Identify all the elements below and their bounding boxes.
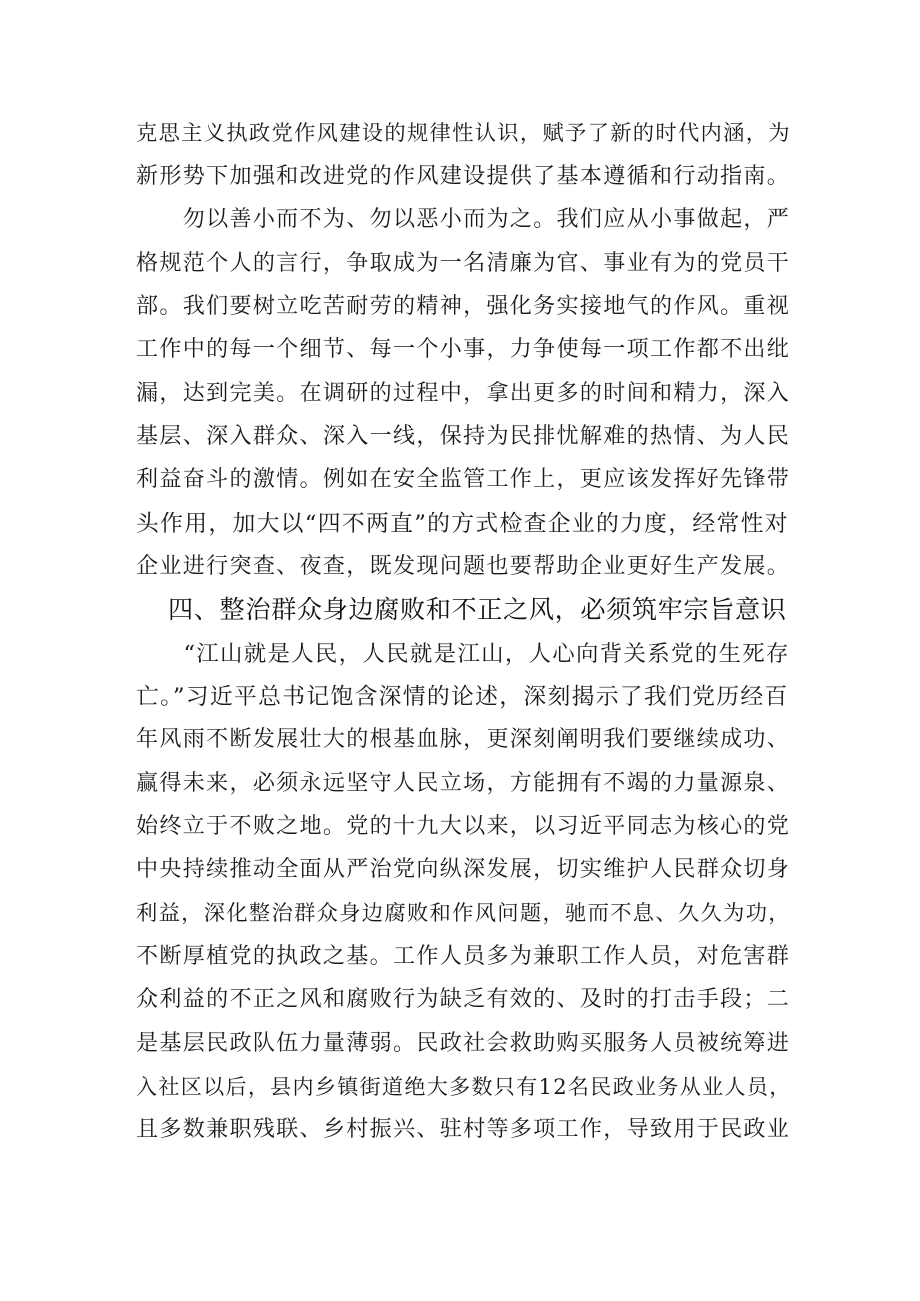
- paragraph-line: 是基层民政队伍力量薄弱。民政社会救助购买服务人员被统筹进: [136, 1031, 791, 1056]
- paragraph-line: 众利益的不正之风和腐败行为缺乏有效的、及时的打击手段；二: [136, 987, 791, 1012]
- paragraph-line: 利益，深化整治群众身边腐败和作风问题，驰而不息、久久为功，: [136, 901, 791, 926]
- paragraph-line: 漏，达到完美。在调研的过程中，拿出更多的时间和精力，深入: [136, 381, 791, 406]
- paragraph-line: 工作中的每一个细节、每一个小事，力争使每一项工作都不出纰: [136, 337, 791, 362]
- paragraph-line: 入社区以后，县内乡镇街道绝大多数只有12名民政业务从业人员，: [136, 1074, 792, 1099]
- paragraph-line: “江山就是人民，人民就是江山，人心向背关系党的生死存: [136, 641, 790, 667]
- paragraph-line: 且多数兼职残联、乡村振兴、驻村等多项工作，导致用于民政业: [136, 1117, 791, 1142]
- paragraph-line: 基层、深入群众、深入一线，保持为民排忧解难的热情、为人民: [136, 424, 791, 449]
- paragraph-line: 头作用，加大以“四不两直”的方式检查企业的力度，经常性对: [136, 511, 789, 537]
- section-heading: 四、整治群众身边腐败和不正之风，必须筑牢宗旨意识: [168, 595, 787, 624]
- paragraph-line: 企业进行突查、夜查，既发现问题也要帮助企业更好生产发展。: [136, 554, 791, 579]
- paragraph-line: 年风雨不断发展壮大的根基血脉，更深刻阐明我们要继续成功、: [136, 727, 791, 752]
- paragraph-line: 部。我们要树立吃苦耐劳的精神，强化务实接地气的作风。重视: [136, 294, 791, 319]
- paragraph-line: 亡。”习近平总书记饱含深情的论述，深刻揭示了我们党历经百: [136, 684, 789, 710]
- paragraph-line: 始终立于不败之地。党的十九大以来，以习近平同志为核心的党: [136, 814, 791, 839]
- paragraph-line: 利益奋斗的激情。例如在安全监管工作上，更应该发挥好先锋带: [136, 467, 791, 492]
- paragraph-line: 中央持续推动全面从严治党向纵深发展，切实维护人民群众切身: [136, 857, 791, 882]
- paragraph-line: 格规范个人的言行，争取成为一名清廉为官、事业有为的党员干: [136, 251, 791, 276]
- paragraph-line: 克思主义执政党作风建设的规律性认识，赋予了新的时代内涵，为: [136, 121, 791, 146]
- paragraph-line: 不断厚植党的执政之基。工作人员多为兼职工作人员，对危害群: [136, 944, 791, 969]
- paragraph-line: 新形势下加强和改进党的作风建设提供了基本遵循和行动指南。: [136, 164, 791, 189]
- paragraph-line: 赢得未来，必须永远坚守人民立场，方能拥有不竭的力量源泉、: [136, 771, 791, 796]
- paragraph-line: 勿以善小而不为、勿以恶小而为之。我们应从小事做起，严: [136, 207, 791, 232]
